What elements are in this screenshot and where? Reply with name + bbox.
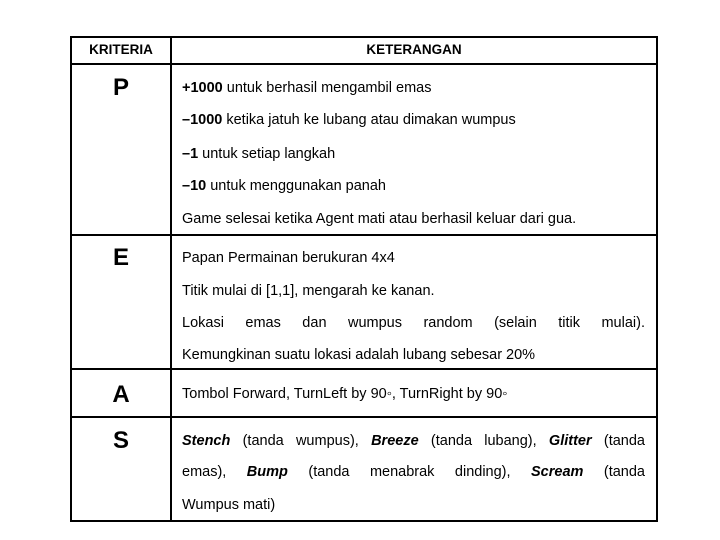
table-border-right xyxy=(656,36,658,522)
e-line: Lokasi emas dan wumpus random (selain titik mulai). xyxy=(182,315,645,331)
row-divider xyxy=(70,368,658,370)
table-border-top xyxy=(70,36,658,38)
label-a: A xyxy=(112,381,130,408)
p-line: +1000 untuk berhasil mengambil emas xyxy=(182,80,432,96)
e-line: Kemungkinan suatu lokasi adalah lubang sebesar 20% xyxy=(182,347,536,363)
row-divider xyxy=(70,416,658,418)
s-line: Stench (tanda wumpus), Breeze (tanda lubang), Glitter (tanda xyxy=(182,433,645,449)
e-line: Titik mulai di [1,1], mengarah ke kanan. xyxy=(182,283,435,299)
e-line: Papan Permainan berukuran 4x4 xyxy=(182,250,395,266)
column-divider xyxy=(170,36,172,522)
header-kriteria: KRITERIA xyxy=(89,42,153,57)
p-line: Game selesai ketika Agent mati atau berhasil keluar dari gua. xyxy=(182,211,577,227)
a-line: Tombol Forward, TurnLeft by 90◦, TurnRight by 90◦ xyxy=(182,386,508,402)
row-divider xyxy=(70,234,658,236)
s-line: emas), Bump (tanda menabrak dinding), Scream (tanda xyxy=(182,464,645,480)
p-line: –10 untuk menggunakan panah xyxy=(182,178,386,194)
table-border-bottom xyxy=(70,520,658,522)
label-p: P xyxy=(112,74,129,101)
p-line: –1 untuk setiap langkah xyxy=(182,146,336,162)
label-s: S xyxy=(112,427,129,454)
p-line: –1000 ketika jatuh ke lubang atau dimakan wumpus xyxy=(182,112,516,128)
s-line: Wumpus mati) xyxy=(182,497,276,513)
header-keterangan: KETERANGAN xyxy=(366,42,462,57)
label-e: E xyxy=(112,244,129,271)
row-divider xyxy=(70,63,658,65)
